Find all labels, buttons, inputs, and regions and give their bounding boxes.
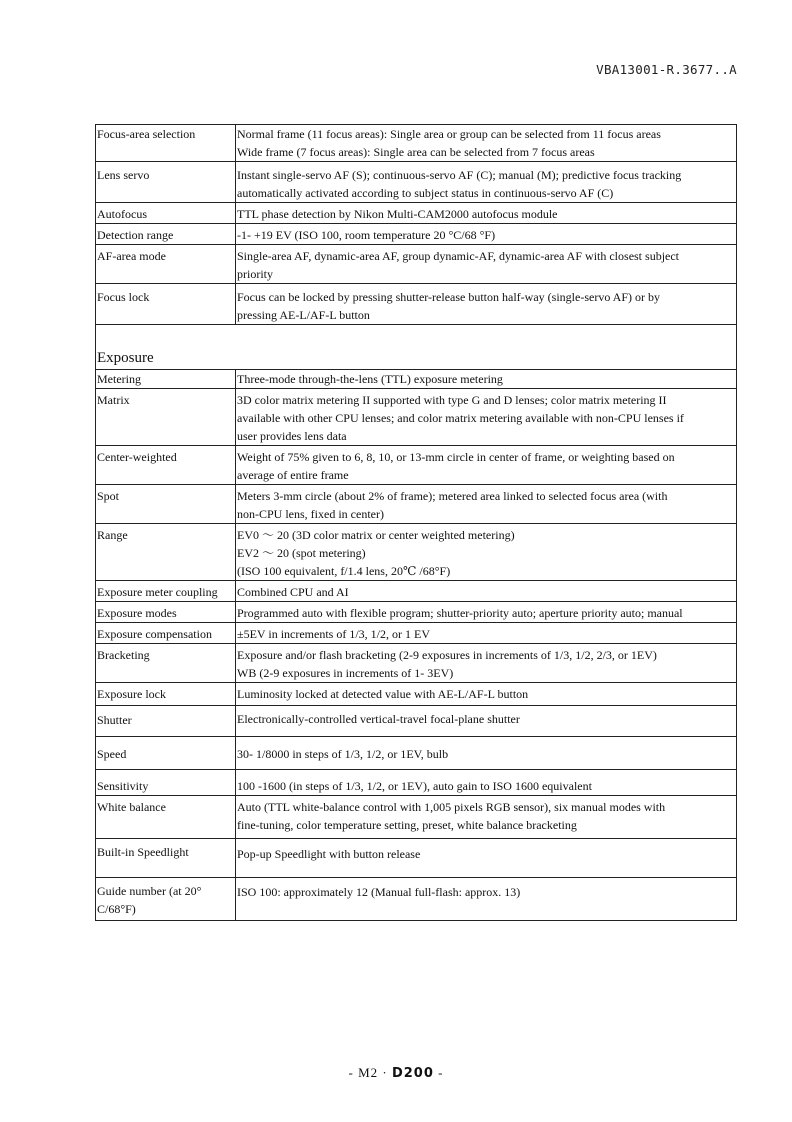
value-line: Exposure and/or flash bracketing (2-9 exposures in increments of 1/3, 1/2, 2/3, or 1EV) <box>237 648 657 662</box>
spec-row <box>96 485 737 524</box>
row-value <box>236 284 737 325</box>
spec-row <box>96 737 737 770</box>
value-line: automatically activated according to subject status in continuous-servo AF (C) <box>237 186 614 200</box>
row-value <box>236 796 737 839</box>
spec-row <box>96 581 737 602</box>
section-heading-exposure: Exposure <box>96 325 737 370</box>
row-label: Metering <box>96 370 236 389</box>
row-value <box>236 623 737 644</box>
value-line: ±5EV in increments of 1/3, 1/2, or 1 EV <box>237 627 431 641</box>
spec-row <box>96 602 737 623</box>
row-label: Exposure lock <box>96 683 236 706</box>
spec-row <box>96 524 737 581</box>
row-value <box>236 581 737 602</box>
value-line: non-CPU lens, fixed in center) <box>237 507 384 521</box>
value-line: Pop-up Speedlight with button release <box>237 847 421 861</box>
value-line: Luminosity locked at detected value with AE-L/AF-L button <box>237 687 529 701</box>
spec-row <box>96 125 737 162</box>
row-label: Focus-area selection <box>96 125 236 162</box>
spec-row <box>96 770 737 796</box>
row-value <box>236 224 737 245</box>
value-line: Electronically-controlled vertical-travel focal-plane shutter <box>237 712 520 726</box>
row-value <box>236 737 737 770</box>
row-label: Detection range <box>96 224 236 245</box>
row-label: Lens servo <box>96 162 236 203</box>
row-label: Exposure modes <box>96 602 236 623</box>
spec-row <box>96 446 737 485</box>
value-line: Programmed auto with flexible program; shutter-priority auto; aperture priority auto; manual <box>237 606 683 620</box>
value-line: Combined CPU and AI <box>237 585 349 599</box>
value-line: Single-area AF, dynamic-area AF, group dynamic-AF, dynamic-area AF with closest subject <box>237 249 680 263</box>
value-line: TTL phase detection by Nikon Multi-CAM2000 autofocus module <box>237 207 558 221</box>
row-value <box>236 770 737 796</box>
row-value <box>236 839 737 878</box>
value-line: available with other CPU lenses; and color matrix metering available with non-CPU lenses if <box>237 411 684 425</box>
label-line: C/68°F) <box>97 902 136 916</box>
value-line: Wide frame (7 focus areas): Single area can be selected from 7 focus areas <box>237 145 595 159</box>
row-value <box>236 644 737 683</box>
spec-row <box>96 878 737 921</box>
spec-row <box>96 224 737 245</box>
value-line: (ISO 100 equivalent, f/1.4 lens, 20℃ /68°F) <box>237 564 451 578</box>
row-label: Exposure meter coupling <box>96 581 236 602</box>
spec-table <box>95 124 737 921</box>
row-value <box>236 878 737 921</box>
spec-row <box>96 245 737 284</box>
spec-row <box>96 623 737 644</box>
spec-row <box>96 203 737 224</box>
value-line: ISO 100: approximately 12 (Manual full-flash: approx. 13) <box>237 885 521 899</box>
value-line: priority <box>237 267 273 281</box>
spec-row <box>96 683 737 706</box>
row-label: Autofocus <box>96 203 236 224</box>
row-label: Shutter <box>96 706 236 737</box>
row-value <box>236 245 737 284</box>
row-label: Spot <box>96 485 236 524</box>
spec-row <box>96 796 737 839</box>
value-line: EV2 ～ 20 (spot metering) <box>237 546 366 560</box>
row-label: Range <box>96 524 236 581</box>
row-value <box>236 602 737 623</box>
row-label: Built-in Speedlight <box>96 839 236 878</box>
value-line: 3D color matrix metering II supported with type G and D lenses; color matrix metering II <box>237 393 667 407</box>
value-line: pressing AE-L/AF-L button <box>237 308 370 322</box>
spec-row <box>96 370 737 389</box>
row-value <box>236 162 737 203</box>
footer-model: D200 <box>391 1066 434 1081</box>
value-line: EV0 ～ 20 (3D color matrix or center weighted metering) <box>237 528 515 542</box>
row-label: White balance <box>96 796 236 839</box>
row-label: Exposure compensation <box>96 623 236 644</box>
value-line: Weight of 75% given to 6, 8, 10, or 13-mm circle in center of frame, or weighting based on <box>237 450 675 464</box>
row-value <box>236 370 737 389</box>
spec-row <box>96 706 737 737</box>
row-value <box>236 389 737 446</box>
value-line: fine-tuning, color temperature setting, preset, white balance bracketing <box>237 818 577 832</box>
row-label: Center-weighted <box>96 446 236 485</box>
row-label: Sensitivity <box>96 770 236 796</box>
spec-row <box>96 162 737 203</box>
value-line: 30- 1/8000 in steps of 1/3, 1/2, or 1EV, bulb <box>237 747 449 761</box>
value-line: Normal frame (11 focus areas): Single area or group can be selected from 11 focus areas <box>237 127 661 141</box>
row-value <box>236 683 737 706</box>
value-line: WB (2-9 exposures in increments of 1- 3EV) <box>237 666 454 680</box>
section-row <box>96 325 737 370</box>
value-line: user provides lens data <box>237 429 347 443</box>
row-label: Matrix <box>96 389 236 446</box>
row-label: AF-area mode <box>96 245 236 284</box>
value-line: Focus can be locked by pressing shutter-release button half-way (single-servo AF) or by <box>237 290 660 304</box>
row-value <box>236 485 737 524</box>
row-value <box>236 125 737 162</box>
spec-row <box>96 284 737 325</box>
page-footer <box>0 1065 792 1081</box>
value-line: 100 -1600 (in steps of 1/3, 1/2, or 1EV), auto gain to ISO 1600 equivalent <box>237 779 592 793</box>
label-line: Guide number (at 20° <box>97 884 202 898</box>
value-line: Three-mode through-the-lens (TTL) exposure metering <box>237 372 503 386</box>
row-label: Speed <box>96 737 236 770</box>
row-value <box>236 203 737 224</box>
spec-row <box>96 644 737 683</box>
value-line: Meters 3-mm circle (about 2% of frame); metered area linked to selected focus area (with <box>237 489 668 503</box>
document-code: VBA13001-R.3677..A <box>596 62 737 77</box>
footer-page-number: - M2 · <box>348 1065 388 1080</box>
row-value <box>236 446 737 485</box>
row-label: Bracketing <box>96 644 236 683</box>
footer-dash: - <box>438 1065 444 1080</box>
spec-row <box>96 839 737 878</box>
row-value <box>236 524 737 581</box>
row-label <box>96 878 236 921</box>
value-line: Instant single-servo AF (S); continuous-servo AF (C); manual (M); predictive focus tracking <box>237 168 682 182</box>
value-line: average of entire frame <box>237 468 349 482</box>
row-value <box>236 706 737 737</box>
value-line: Auto (TTL white-balance control with 1,005 pixels RGB sensor), six manual modes with <box>237 800 666 814</box>
spec-row <box>96 389 737 446</box>
value-line: -1- +19 EV (ISO 100, room temperature 20 °C/68 °F) <box>237 228 496 242</box>
row-label: Focus lock <box>96 284 236 325</box>
